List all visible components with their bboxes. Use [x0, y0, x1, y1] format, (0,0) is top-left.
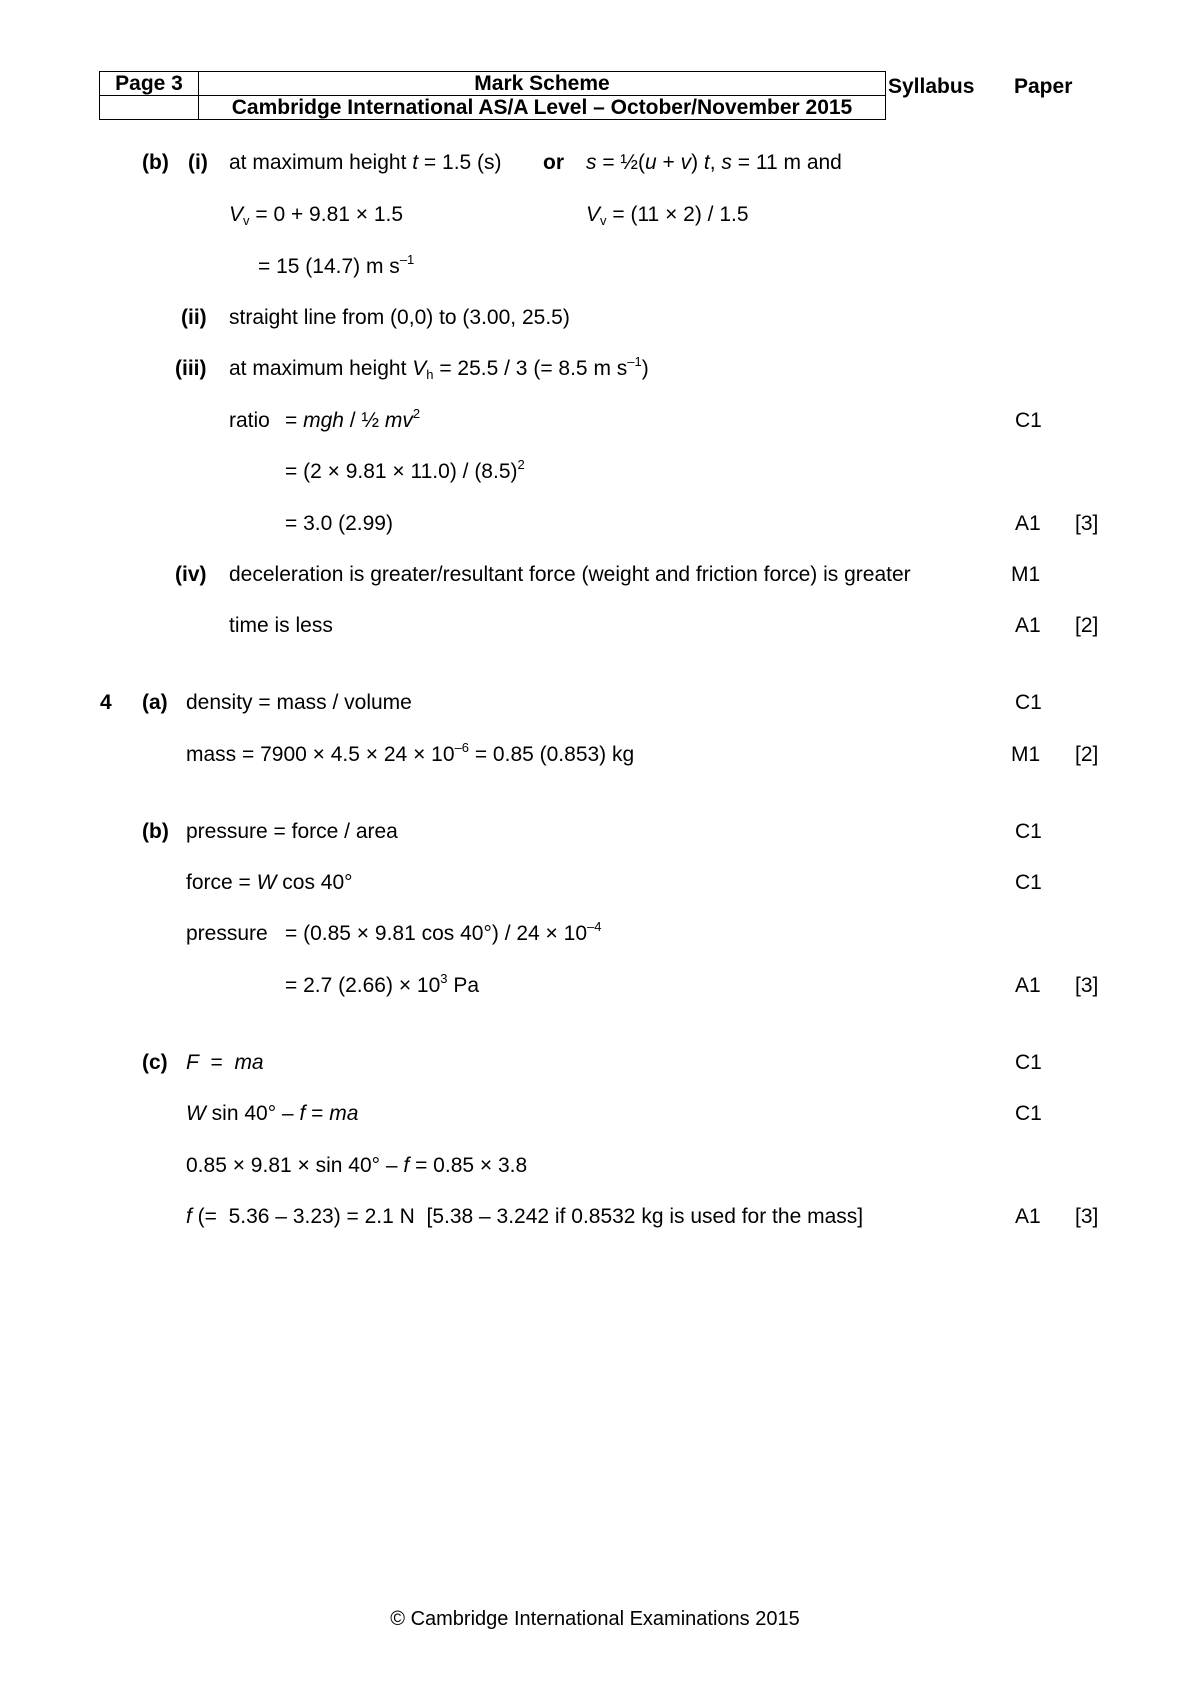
- q3bii-text: straight line from (0,0) to (3.00, 25.5): [229, 306, 570, 329]
- q3bi-or: or: [543, 151, 564, 174]
- q3biv-label: (iv): [175, 563, 207, 586]
- q3biii-line1: at maximum height $V_h = 25.5 / 3$ (= 8.5 m $s^{-1}$): [229, 354, 649, 382]
- q4c-line1: F = ma: [186, 1051, 264, 1074]
- q4c-line2-mark: C1: [1015, 1102, 1042, 1125]
- q3biii-line4: = 3.0 (2.99): [285, 512, 393, 535]
- q3biv-line2-mark: A1: [1015, 614, 1041, 637]
- q3biii-ratio-expr: = mgh / ½ $mv^2$: [285, 406, 421, 432]
- q4a-line2-mark: M1: [1011, 743, 1041, 766]
- q4b-label: (b): [142, 820, 169, 843]
- q3bi-line1b: s = ½(u + v) t, s = 11 m and: [586, 151, 842, 174]
- q3biv-total: [2]: [1075, 614, 1099, 637]
- q3b-label: (b): [142, 151, 169, 174]
- q4a-line1-mark: C1: [1015, 691, 1042, 714]
- q4c-total: [3]: [1075, 1205, 1099, 1228]
- q4a-line2: mass = $7900 \times 4.5 \times 24 \times 10^{-6} = 0.85$ (0.853) kg: [186, 740, 635, 766]
- q3biv-line1-mark: M1: [1011, 563, 1041, 586]
- q4b-total: [3]: [1075, 974, 1099, 997]
- q4c-line4: f (= 5.36 – 3.23) = 2.1 N [5.38 – 3.242 if 0.8532 kg is used for the mass]: [186, 1205, 864, 1228]
- q3biii-line3: = $(2 \times 9.81 \times 11.0) / (8.5)^2$: [285, 457, 525, 483]
- header-paper: Paper: [1014, 75, 1073, 98]
- q4c-line2: W sin 40° – f = ma: [186, 1102, 359, 1125]
- q3biv-line2: time is less: [229, 614, 333, 637]
- q4c-line1-mark: C1: [1015, 1051, 1042, 1074]
- q4b-line4: = 2.7 $(2.66) \times 10^3$ Pa: [285, 971, 480, 997]
- q4c-label: (c): [142, 1051, 168, 1074]
- header-title: Mark Scheme: [199, 72, 886, 96]
- q4b-line3: = (0.85 × 9.81 $\cos 40^\circ) / 24 \times 10^{-4}$: [285, 919, 602, 945]
- q4b-line3-label: pressure: [186, 922, 268, 945]
- header-table: [99, 71, 886, 120]
- q4a-line1: density = mass / volume: [186, 691, 412, 714]
- footer-copyright: © Cambridge International Examinations 2015: [390, 1608, 800, 1630]
- q4c-line4-mark: A1: [1015, 1205, 1041, 1228]
- q3bi-line3: = 15 (14.7) m $s^{-1}$: [258, 252, 415, 278]
- q3biii-ratio-mark: C1: [1015, 409, 1042, 432]
- q4b-line1-mark: C1: [1015, 820, 1042, 843]
- q3biii-label: (iii): [175, 357, 207, 380]
- q4a-total: [2]: [1075, 743, 1099, 766]
- q3biii-ratio-label: ratio: [229, 409, 270, 432]
- header-subtitle: Cambridge International AS/A Level – October/November 2015: [199, 96, 886, 120]
- q4a-label: (a): [142, 691, 168, 714]
- q3biii-total: [3]: [1075, 512, 1099, 535]
- q4-number: 4: [100, 691, 112, 714]
- q3bi-label: (i): [188, 151, 208, 174]
- q4b-line2-mark: C1: [1015, 871, 1042, 894]
- q3bi-line2a: $V_v = 0 + 9.81 \times 1.5$: [229, 203, 404, 228]
- q4b-line4-mark: A1: [1015, 974, 1041, 997]
- q4b-line1: pressure = force / area: [186, 820, 398, 843]
- page-number: Page 3: [100, 72, 199, 96]
- q3bii-label: (ii): [181, 306, 207, 329]
- q4b-line2: force = W cos 40°: [186, 871, 353, 894]
- q3biv-line1: deceleration is greater/resultant force (weight and friction force) is greater: [229, 563, 911, 586]
- q3biii-line4-mark: A1: [1015, 512, 1041, 535]
- q4c-line3: 0.85 × 9.81 × sin 40° – f = 0.85 × 3.8: [186, 1154, 528, 1177]
- header-syllabus: Syllabus: [888, 75, 975, 98]
- header-empty-cell: [100, 96, 199, 120]
- q3bi-line1a: at maximum height t = 1.5 (s): [229, 151, 502, 174]
- q3bi-line2b: $V_v = (11 \times 2) / 1.5$: [586, 203, 749, 228]
